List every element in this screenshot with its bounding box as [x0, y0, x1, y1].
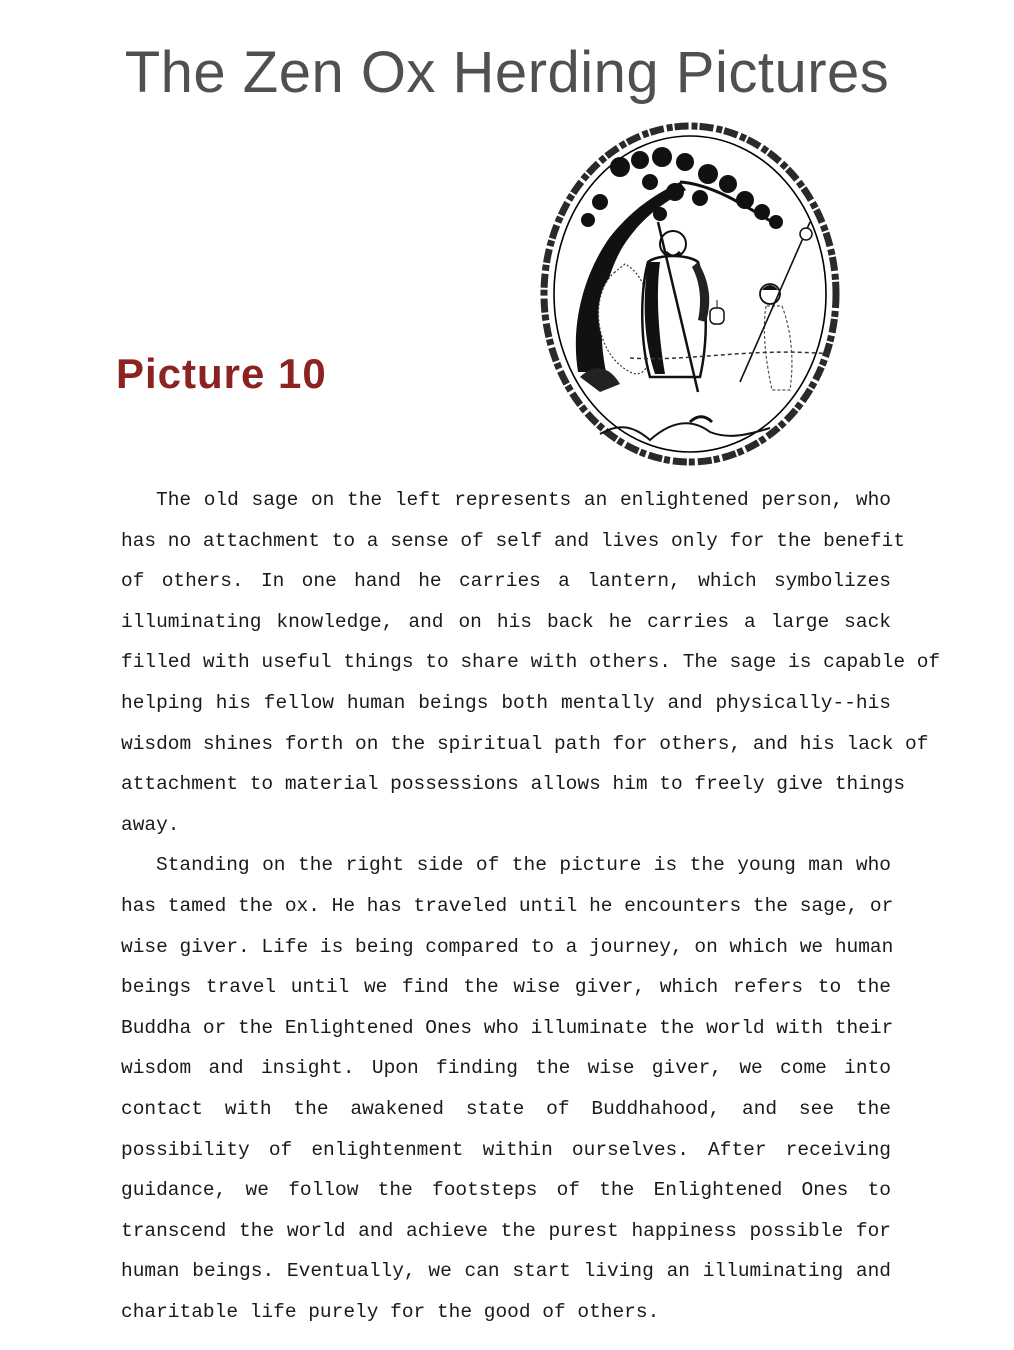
text-line: wisdom shines forth on the spiritual path for others, and his lack of	[121, 732, 929, 755]
paragraph-1	[121, 480, 941, 845]
text-line: illuminating knowledge, and on his back he carries a large sack	[121, 610, 891, 633]
text-line: has no attachment to a sense of self and lives only for the benefit	[121, 529, 906, 552]
text-line: wise giver. Life is being compared to a journey, on which we human	[121, 935, 894, 958]
text-line: human beings. Eventually, we can start living an illuminating and	[121, 1260, 891, 1283]
text-line: Buddha or the Enlightened Ones who illuminate the world with their	[121, 1016, 894, 1039]
text-line: The old sage on the left represents an enlightened person, who	[156, 489, 891, 511]
text-line: helping his fellow human beings both mentally and physically--his	[121, 691, 891, 714]
text-line: possibility of enlightenment within ourselves. After receiving	[121, 1138, 891, 1161]
text-line: attachment to material possessions allows him to freely give things	[121, 773, 906, 796]
text-line: Standing on the right side of the picture is the young man who	[156, 854, 891, 877]
text-line: guidance, we follow the footsteps of the Enlightened Ones to	[121, 1179, 891, 1202]
text-line: of others. In one hand he carries a lantern, which symbolizes	[121, 570, 891, 593]
paragraph-2	[121, 845, 894, 1332]
text-line: away.	[121, 813, 180, 836]
text-line: beings travel until we find the wise giver, which refers to the	[121, 976, 891, 999]
body-text	[121, 480, 941, 1332]
page-title: The Zen Ox Herding Pictures	[124, 40, 890, 105]
text-line: filled with useful things to share with others. The sage is capable of	[121, 651, 941, 674]
text-line: contact with the awakened state of Buddhahood, and see the	[121, 1097, 891, 1120]
text-line: charitable life purely for the good of others.	[121, 1300, 660, 1323]
text-line: wisdom and insight. Upon finding the wise giver, we come into	[121, 1057, 891, 1080]
text-line: has tamed the ox. He has traveled until he encounters the sage, or	[121, 894, 894, 917]
ox-herding-illustration	[540, 122, 840, 467]
text-line: transcend the world and achieve the purest happiness possible for	[121, 1219, 891, 1242]
picture-number-heading: Picture 10	[116, 350, 327, 397]
